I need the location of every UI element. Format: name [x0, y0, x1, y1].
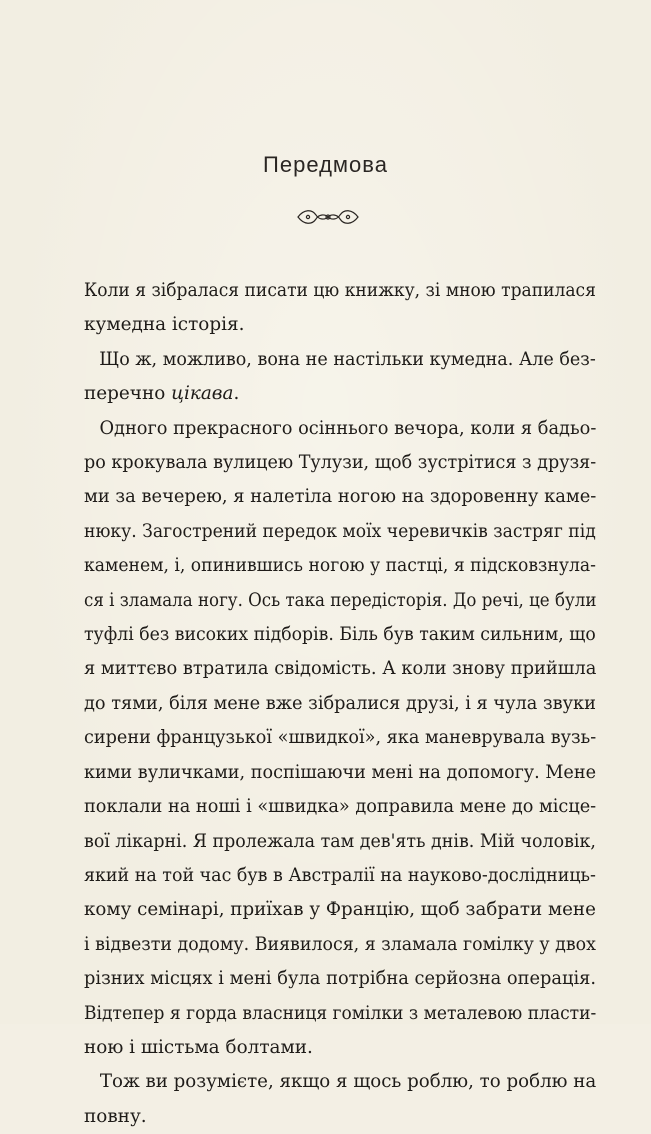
- text-line: [84, 377, 596, 411]
- emphasized-word: цікава: [171, 383, 234, 405]
- text-line: Одного прекрасного осіннього вечора, коли я бадьо-: [99, 417, 597, 439]
- paragraph: [84, 343, 596, 412]
- text-line: туфлі без високих підборів. Біль був таким сильним, що: [84, 624, 596, 646]
- paragraph: [84, 1065, 596, 1134]
- text-fragment: перечно: [84, 383, 172, 405]
- text-line: який на той час був в Австралії на науково-дослідниць-: [84, 864, 596, 886]
- text-line: кому семінарі, приїхав у Францію, щоб забрати мене: [84, 899, 596, 921]
- text-line: сирени французької «швидкої», яка маневрувала вузь-: [84, 727, 597, 749]
- paragraph: [84, 274, 596, 343]
- text-line: вої лікарні. Я пролежала там дев'ять днів. Мій чоловік,: [84, 830, 596, 852]
- text-line: Відтепер я горда власниця гомілки з металевою пласти-: [84, 1002, 597, 1024]
- text-line: поклали на ноші і «швидка» доправила мене до місце-: [84, 796, 597, 818]
- text-line: каменем, і, опинившись ногою у пастці, я підсковзнула-: [84, 555, 596, 577]
- text-line: ною і шістьма болтами.: [84, 1036, 313, 1058]
- text-line: кими вуличками, поспішаючи мені на допомогу. Мене: [84, 761, 596, 783]
- text-line: ся і зламала ногу. Ось така передісторія. До речі, це були: [84, 589, 597, 611]
- body-text: [84, 274, 596, 1134]
- text-line: ро крокувала вулицею Тулузи, щоб зустрітися з друзя-: [84, 452, 597, 474]
- text-line: Коли я зібралася писати цю книжку, зі мною трапилася: [84, 280, 596, 301]
- text-line: повну.: [84, 1105, 147, 1127]
- text-line: і відвезти додому. Виявилося, я зламала гомілку у двох: [84, 933, 596, 955]
- text-line: кумедна історія.: [84, 314, 245, 336]
- text-line: до тями, біля мене вже зібралися друзі, і я чула звуки: [84, 692, 596, 714]
- text-line: Що ж, можливо, вона не настільки кумедна. Але без-: [99, 348, 596, 370]
- text-line: ми за вечерею, я налетіла ногою на здоровенну каме-: [84, 486, 597, 508]
- paragraph: [84, 412, 596, 1066]
- chapter-heading: Передмова: [263, 152, 388, 177]
- text-fragment: .: [233, 383, 240, 405]
- flourish-ornament-icon: [296, 205, 360, 229]
- text-line: різних місцях і мені була потрібна серйозна операція.: [84, 968, 597, 990]
- text-line: Тож ви розумієте, якщо я щось роблю, то роблю на: [99, 1071, 597, 1093]
- text-line: нюку. Загострений передок моїх черевичків застряг під: [84, 520, 596, 542]
- text-line: я миттєво втратила свідомість. А коли знову прийшла: [84, 658, 597, 680]
